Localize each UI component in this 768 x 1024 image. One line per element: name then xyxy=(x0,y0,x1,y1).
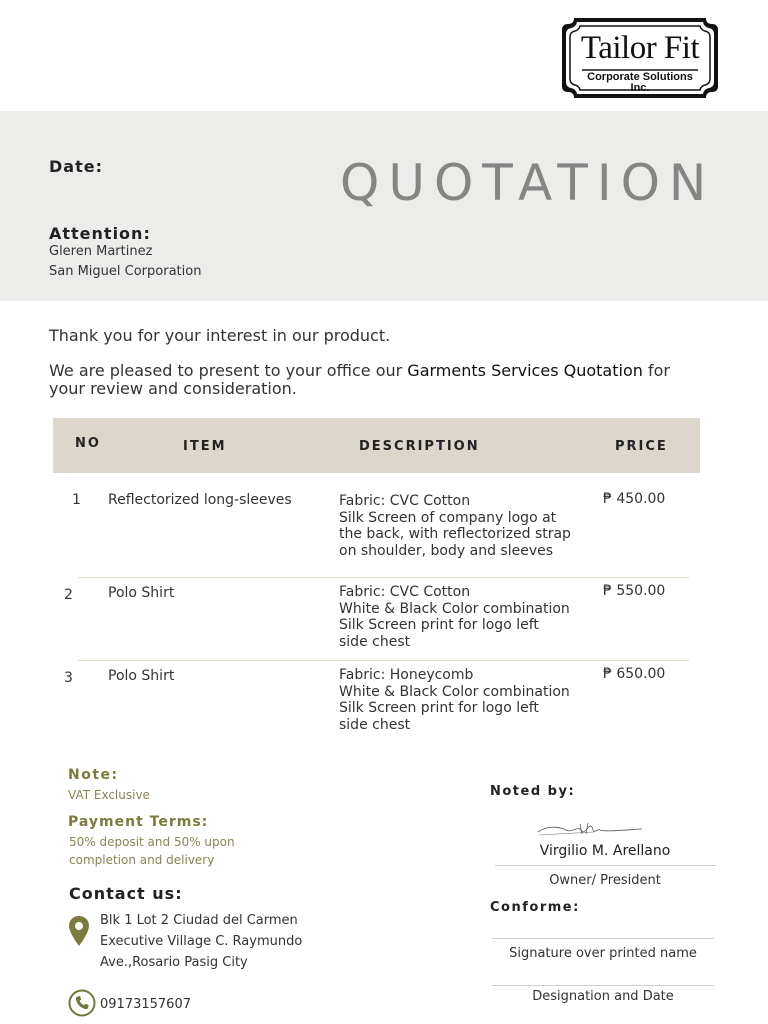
signature-image xyxy=(536,818,646,840)
logo-tagline-text: Corporate Solutions Inc. xyxy=(587,71,693,94)
description-line: White & Black Color combination xyxy=(339,600,570,617)
row-price: ₱ 450.00 xyxy=(603,491,666,507)
row-divider xyxy=(78,660,689,661)
row-number: 3 xyxy=(64,670,73,686)
location-pin-icon xyxy=(68,915,90,947)
row-description xyxy=(339,493,571,559)
column-header-description: DESCRIPTION xyxy=(359,439,480,454)
signer-title: Owner/ President xyxy=(549,873,661,888)
address-line: Blk 1 Lot 2 Ciudad del Carmen xyxy=(100,913,298,928)
description-line: White & Black Color combination xyxy=(339,683,570,700)
description-line: the back, with reflectorized strap xyxy=(339,526,571,542)
row-item: Polo Shirt xyxy=(108,668,175,684)
note-label: Note: xyxy=(68,767,119,783)
signature-over-name-label: Signature over printed name xyxy=(509,946,697,961)
row-item: Reflectorized long-sleeves xyxy=(108,492,292,508)
payment-terms-line: 50% deposit and 50% upon xyxy=(69,835,235,849)
description-line: Silk Screen print for logo left xyxy=(339,700,539,716)
description-line: Silk Screen of company logo at xyxy=(339,509,557,526)
description-line: side chest xyxy=(339,716,411,733)
row-price: ₱ 650.00 xyxy=(603,666,666,682)
table-header xyxy=(53,418,700,473)
row-divider xyxy=(78,577,689,578)
column-header-item: ITEM xyxy=(183,439,227,454)
designation-date-label: Designation and Date xyxy=(532,989,674,1004)
row-description xyxy=(339,667,570,733)
description-line: side chest xyxy=(339,633,411,650)
row-number: 1 xyxy=(72,492,81,508)
designation-line xyxy=(492,985,714,986)
attention-name: Gleren Martinez xyxy=(49,244,153,259)
page-title: QUOTATION xyxy=(340,154,716,212)
payment-terms-line: completion and delivery xyxy=(69,853,215,867)
description-line: Fabric: CVC Cotton xyxy=(339,493,471,509)
intro-paragraph xyxy=(49,362,709,398)
row-description xyxy=(339,584,570,650)
conforme-label: Conforme: xyxy=(490,900,580,915)
attention-company: San Miguel Corporation xyxy=(49,264,202,279)
description-line: Fabric: Honeycomb xyxy=(339,667,474,683)
logo-brand-text: Tailor Fit xyxy=(580,30,700,66)
row-price: ₱ 550.00 xyxy=(603,583,666,599)
column-header-no: NO xyxy=(75,436,101,451)
attention-label: Attention: xyxy=(49,224,151,243)
signature-line xyxy=(495,865,716,866)
row-item: Polo Shirt xyxy=(108,585,175,601)
phone-icon xyxy=(68,989,96,1017)
column-header-price: PRICE xyxy=(615,439,668,454)
note-value: VAT Exclusive xyxy=(68,788,150,802)
description-line: on shoulder, body and sleeves xyxy=(339,542,554,559)
description-line: Fabric: CVC Cotton xyxy=(339,584,471,600)
payment-terms-label: Payment Terms: xyxy=(68,814,209,830)
contact-label: Contact us: xyxy=(69,884,183,903)
company-logo xyxy=(560,14,720,102)
intro-thanks: Thank you for your interest in our product. xyxy=(49,326,391,345)
description-line: Silk Screen print for logo left xyxy=(339,617,539,633)
address-line: Ave.,Rosario Pasig City xyxy=(100,955,248,970)
signer-name: Virgilio M. Arellano xyxy=(539,843,671,859)
conforme-signature-line xyxy=(492,938,714,939)
date-label: Date: xyxy=(49,157,103,176)
intro-text-before: We are pleased to present to your office our xyxy=(49,361,408,380)
intro-text-highlight: Garments Services Quotation xyxy=(407,361,643,380)
phone-number: 09173157607 xyxy=(100,997,191,1012)
intro-text-after: for your review and consideration. xyxy=(49,361,670,398)
noted-by-label: Noted by: xyxy=(490,784,576,799)
address-line: Executive Village C. Raymundo xyxy=(100,934,303,949)
row-number: 2 xyxy=(64,587,73,603)
